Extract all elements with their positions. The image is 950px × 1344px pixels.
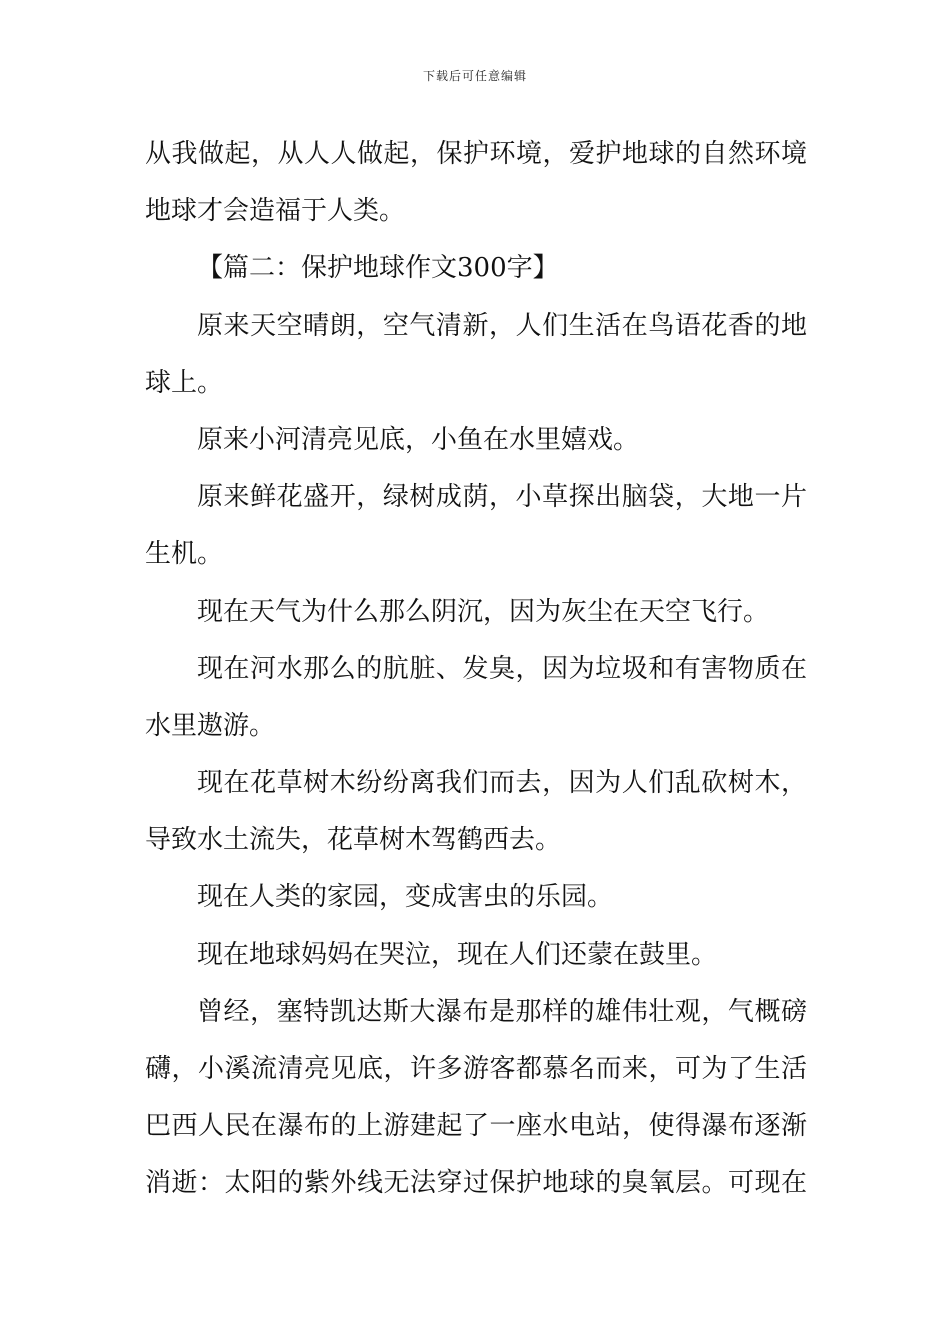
text-line: 原来小河清亮见底，小鱼在水里嬉戏。 xyxy=(197,424,640,455)
text-line: 曾经，塞特凯达斯大瀑布是那样的雄伟壮观，气概磅 xyxy=(197,996,807,1027)
text-line: 球上。 xyxy=(145,367,224,398)
text-line: 地球才会造福于人类。 xyxy=(145,196,406,227)
text-line: 巴西人民在瀑布的上游建起了一座水电站，使得瀑布逐渐 xyxy=(145,1111,807,1142)
text-line: 生机。 xyxy=(145,539,224,570)
text-line: 水里遨游。 xyxy=(145,710,276,741)
text-line: 原来鲜花盛开，绿树成荫，小草探出脑袋，大地一片 xyxy=(197,482,807,513)
text-line: 现在花草树木纷纷离我们而去，因为人们乱砍树木， xyxy=(197,768,807,799)
text-line: 导致水土流失，花草树木驾鹤西去。 xyxy=(145,825,562,856)
text-line: 现在人类的家园，变成害虫的乐园。 xyxy=(197,882,614,913)
text-line: 消逝：太阳的紫外线无法穿过保护地球的臭氧层。可现在 xyxy=(145,1168,807,1199)
essay-body xyxy=(145,126,807,1213)
text-line: 礴，小溪流清亮见底，许多游客都慕名而来，可为了生活 xyxy=(145,1054,807,1084)
text-line: 原来天空晴朗，空气清新，人们生活在鸟语花香的地 xyxy=(197,310,807,341)
section-heading: 【篇二：保护地球作文300字】 xyxy=(197,253,559,284)
text-line: 从我做起，从人人做起，保护环境，爱护地球的自然环境 xyxy=(145,139,807,169)
text-line: 现在地球妈妈在哭泣，现在人们还蒙在鼓里。 xyxy=(197,939,718,970)
page-header-note: 下载后可任意编辑 xyxy=(422,69,527,83)
text-line: 现在天气为什么那么阴沉，因为灰尘在天空飞行。 xyxy=(197,596,770,627)
text-line: 现在河水那么的肮脏、发臭，因为垃圾和有害物质在 xyxy=(197,653,807,684)
